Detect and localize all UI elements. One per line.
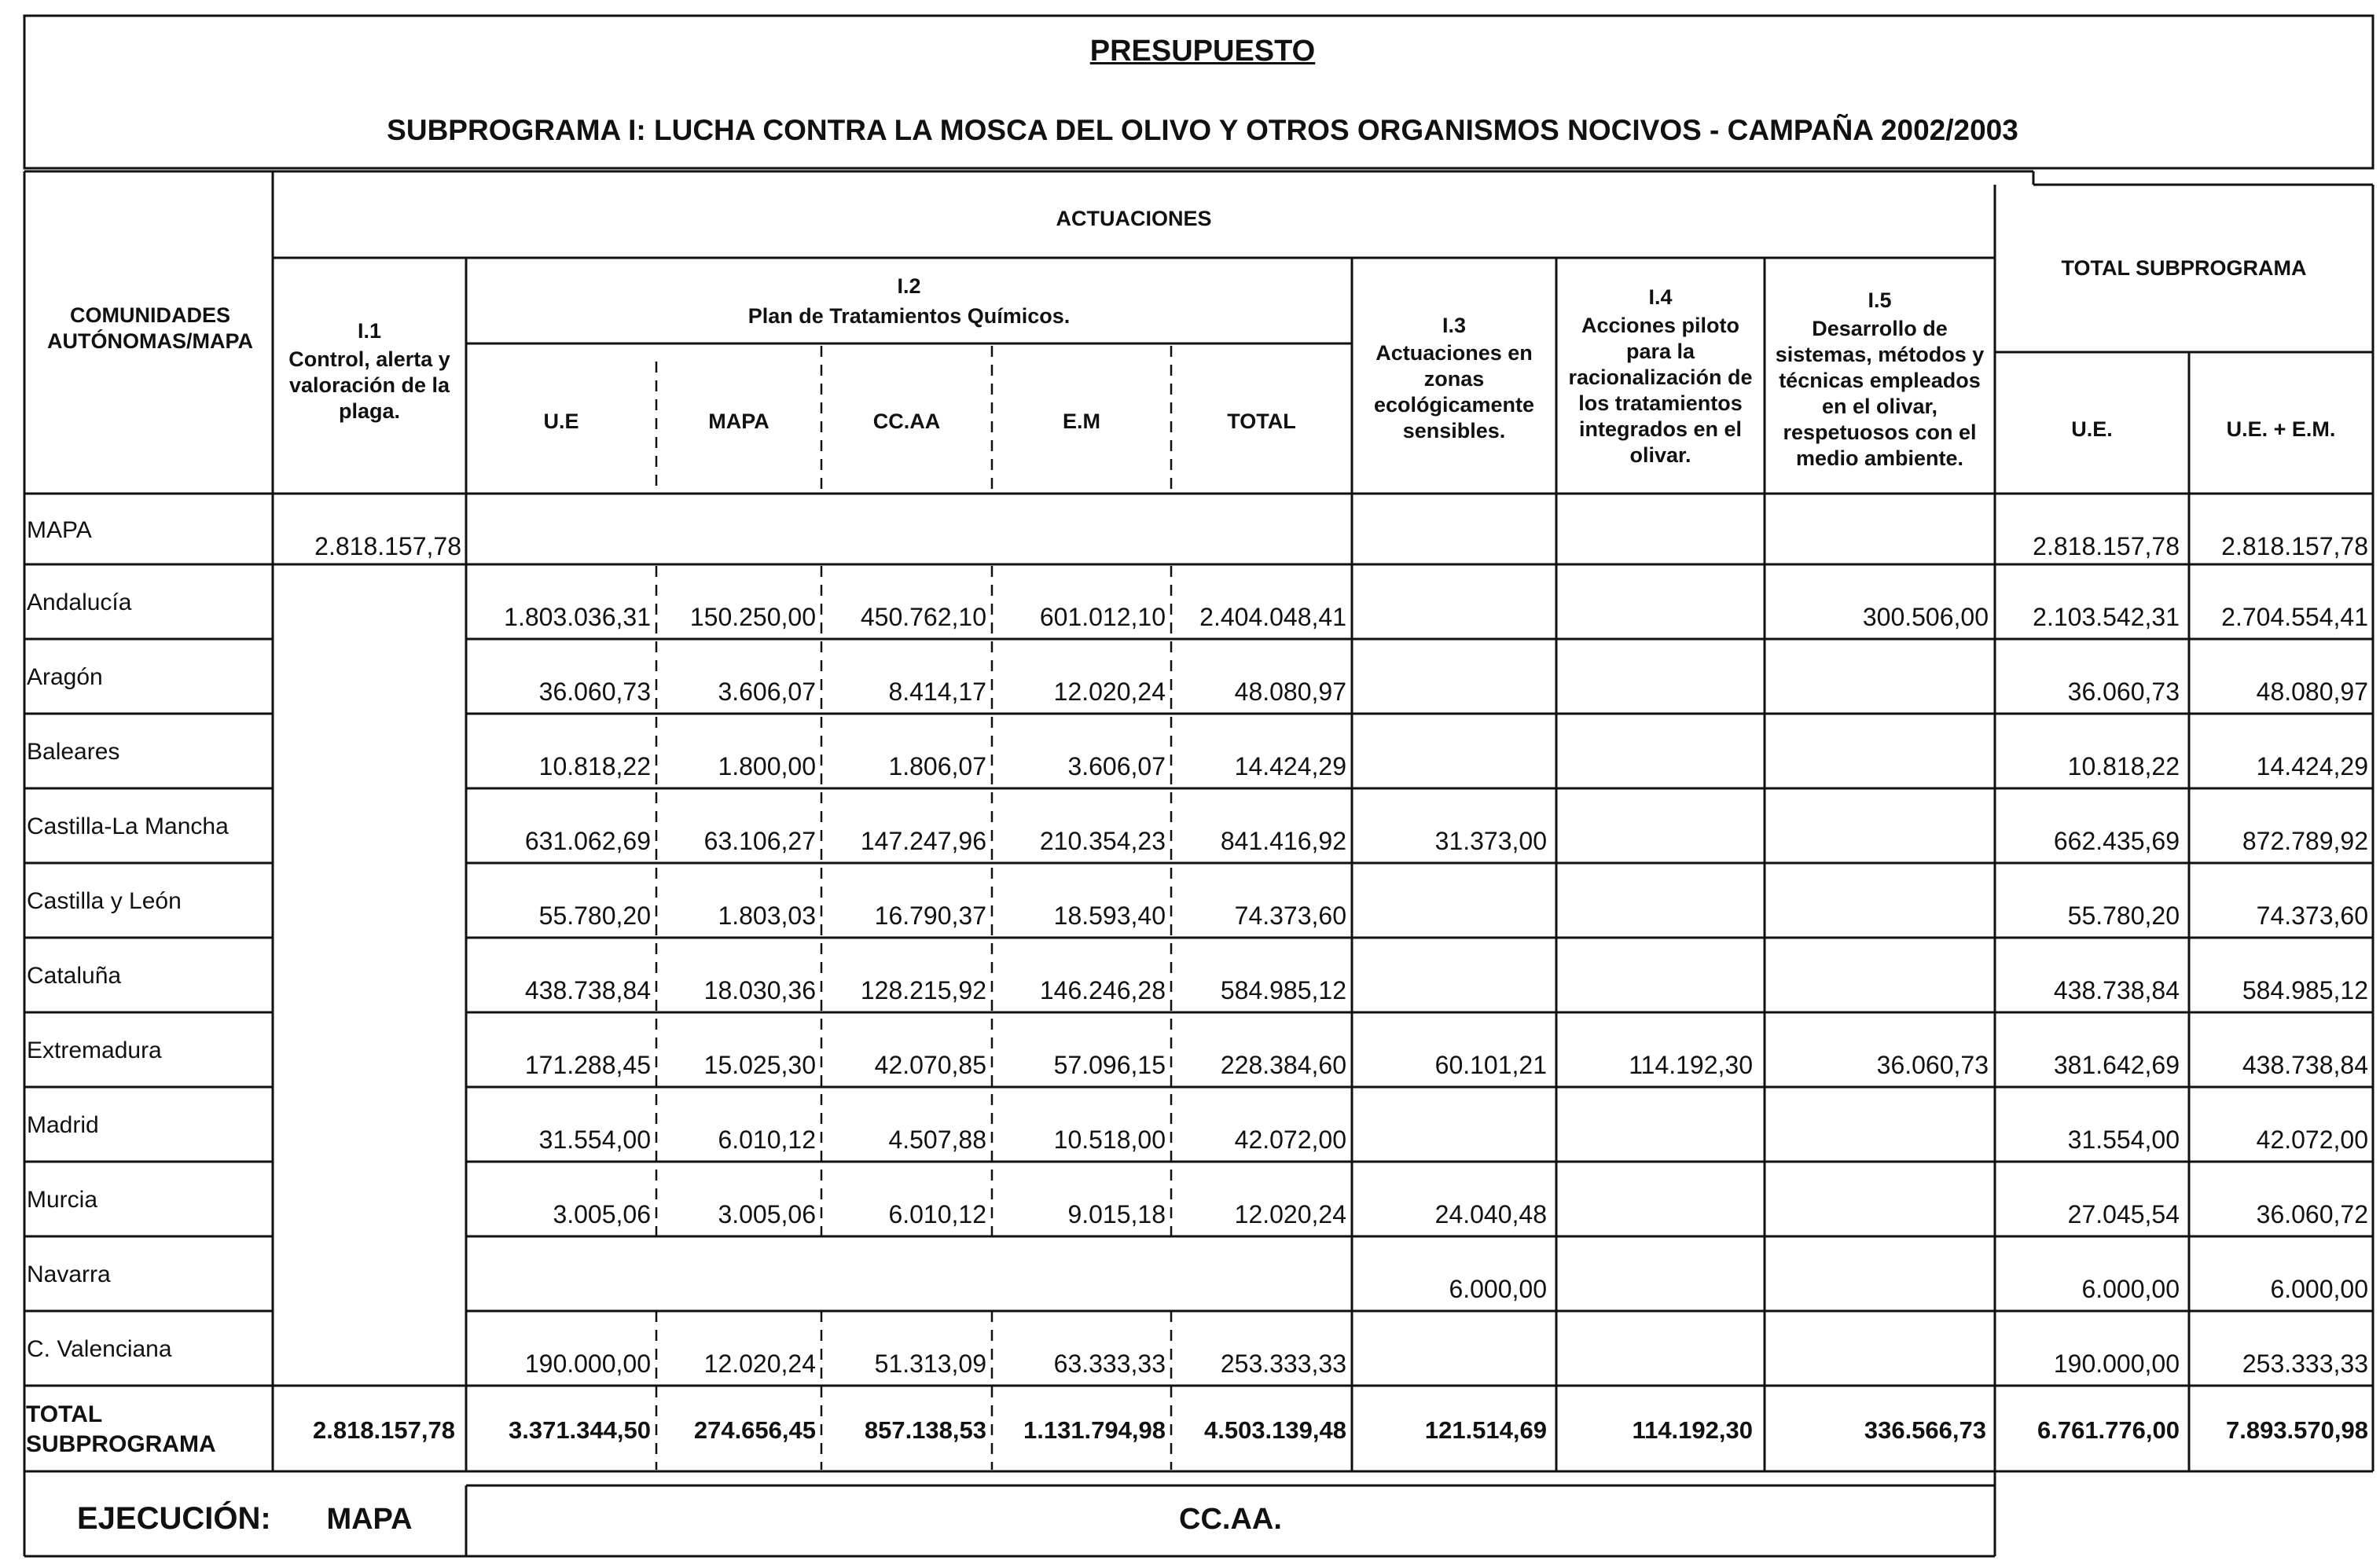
row-cell-mapa: 150.250,00 xyxy=(689,603,816,631)
row-cell-tueem: 2.818.157,78 xyxy=(2221,532,2368,560)
row-cell-ccaa: 51.313,09 xyxy=(874,1350,986,1378)
row-cell-total: 2.404.048,41 xyxy=(1199,603,1346,631)
row-region-name: Baleares xyxy=(27,739,120,765)
row-cell-ue: 36.060,73 xyxy=(538,678,651,706)
row-cell-em: 9.015,18 xyxy=(1067,1200,1166,1228)
row-cell-ccaa: 42.070,85 xyxy=(874,1051,986,1079)
row-region-name: Castilla-La Mancha xyxy=(27,813,229,839)
header-i2-total: TOTAL xyxy=(1227,409,1296,433)
row-cell-em: 146.246,28 xyxy=(1039,976,1166,1004)
row-cell-mapa: 18.030,36 xyxy=(703,976,816,1004)
header-i4-text: Acciones piloto para la racionalización de los tratamientos integrados en el olivar. xyxy=(1568,314,1753,467)
row-cell-ccaa: 1.806,07 xyxy=(888,752,986,780)
row-cell-total: 12.020,24 xyxy=(1234,1200,1346,1228)
header-i2-ccaa: CC.AA xyxy=(872,409,941,433)
row-cell-i3: 31.373,00 xyxy=(1434,827,1547,855)
header-i3-text: Actuaciones en zonas ecológicamente sensibles. xyxy=(1373,341,1535,442)
row-cell-ue: 631.062,69 xyxy=(524,827,651,855)
row-cell-mapa: 6.010,12 xyxy=(718,1126,816,1154)
row-cell-i5: 36.060,73 xyxy=(1876,1051,1989,1079)
row-cell-ue: 171.288,45 xyxy=(524,1051,651,1079)
row-cell-em: 601.012,10 xyxy=(1039,603,1166,631)
row-cell-tue: 2.103.542,31 xyxy=(2033,603,2180,631)
row-cell-em: 12.020,24 xyxy=(1053,678,1166,706)
row-cell-em: 18.593,40 xyxy=(1053,902,1166,930)
row-cell-tue: 438.738,84 xyxy=(2053,976,2180,1004)
row-region-name: Cataluña xyxy=(27,963,122,989)
row-cell-em: 10.518,00 xyxy=(1053,1126,1166,1154)
row-cell-em: 210.354,23 xyxy=(1039,827,1166,855)
row-cell-mapa: 63.106,27 xyxy=(703,827,816,855)
header-i2-mapa: MAPA xyxy=(708,409,769,433)
row-cell-i3: 60.101,21 xyxy=(1434,1051,1547,1079)
totals-ccaa: 857.138,53 xyxy=(864,1416,986,1444)
totals-total-ue: 6.761.776,00 xyxy=(2037,1416,2180,1444)
ejecucion-ccaa: CC.AA. xyxy=(1179,1503,1282,1536)
row-cell-ue: 3.005,06 xyxy=(553,1200,651,1228)
totals-total-ue-em: 7.893.570,98 xyxy=(2225,1416,2368,1444)
row-cell-tue: 36.060,73 xyxy=(2067,678,2180,706)
row-cell-i4: 114.192,30 xyxy=(1629,1051,1753,1079)
row-cell-tue: 55.780,20 xyxy=(2067,902,2180,930)
page-title: PRESUPUESTO xyxy=(1089,35,1316,68)
header-i2-text: Plan de Tratamientos Químicos. xyxy=(747,304,1071,328)
row-cell-i3: 24.040,48 xyxy=(1434,1200,1547,1228)
row-cell-ccaa: 6.010,12 xyxy=(888,1200,986,1228)
totals-i5: 336.566,73 xyxy=(1864,1416,1986,1444)
row-region-name: MAPA xyxy=(27,517,92,543)
header-i2-code: I.2 xyxy=(897,274,921,298)
row-cell-tueem: 2.704.554,41 xyxy=(2221,603,2368,631)
header-i4-code: I.4 xyxy=(1648,285,1673,309)
totals-i4: 114.192,30 xyxy=(1632,1416,1753,1444)
row-cell-tue: 2.818.157,78 xyxy=(2033,532,2180,560)
ejecucion-mapa: MAPA xyxy=(326,1503,413,1536)
header-i5-text: Desarrollo de sistemas, métodos y técnicas empleados en el olivar, respetuosos con el medio ambiente. xyxy=(1775,317,1985,470)
row-cell-i3: 6.000,00 xyxy=(1449,1275,1547,1303)
row-cell-tue: 190.000,00 xyxy=(2053,1350,2180,1378)
row-cell-total: 42.072,00 xyxy=(1234,1126,1346,1154)
row-region-name: Murcia xyxy=(27,1187,98,1213)
header-i3-code: I.3 xyxy=(1442,314,1467,337)
row-cell-em: 63.333,33 xyxy=(1053,1350,1166,1378)
row-region-name: Andalucía xyxy=(27,589,132,615)
totals-label-line1: TOTAL xyxy=(26,1401,103,1427)
row-cell-ue: 1.803.036,31 xyxy=(504,603,651,631)
row-cell-tue: 6.000,00 xyxy=(2081,1275,2180,1303)
row-cell-mapa: 1.803,03 xyxy=(718,902,816,930)
row-cell-ccaa: 128.215,92 xyxy=(860,976,986,1004)
row-cell-tue: 381.642,69 xyxy=(2053,1051,2180,1079)
row-cell-ccaa: 16.790,37 xyxy=(874,902,986,930)
row-cell-ccaa: 4.507,88 xyxy=(888,1126,986,1154)
row-cell-tueem: 6.000,00 xyxy=(2270,1275,2368,1303)
row-cell-ue: 55.780,20 xyxy=(538,902,651,930)
header-region: COMUNIDADES AUTÓNOMAS/MAPA xyxy=(47,303,253,353)
row-cell-ue: 31.554,00 xyxy=(538,1126,651,1154)
row-cell-tueem: 253.333,33 xyxy=(2242,1350,2368,1378)
header-i2-ue: U.E xyxy=(543,409,579,433)
header-actuaciones: ACTUACIONES xyxy=(1056,207,1212,230)
header-i1-text: Control, alerta y valoración de la plaga. xyxy=(288,347,450,423)
row-cell-tueem: 584.985,12 xyxy=(2242,976,2368,1004)
header-i5-code: I.5 xyxy=(1868,288,1892,312)
row-region-name: C. Valenciana xyxy=(27,1336,172,1362)
totals-i3: 121.514,69 xyxy=(1424,1416,1547,1444)
row-cell-ue: 190.000,00 xyxy=(524,1350,651,1378)
row-cell-mapa: 3.606,07 xyxy=(718,678,816,706)
header-total-ue-em: U.E. + E.M. xyxy=(2226,417,2336,441)
row-cell-tue: 31.554,00 xyxy=(2067,1126,2180,1154)
row-cell-ccaa: 450.762,10 xyxy=(860,603,986,631)
row-cell-mapa: 15.025,30 xyxy=(703,1051,816,1079)
header-total-ue: U.E. xyxy=(2071,417,2113,441)
totals-i1: 2.818.157,78 xyxy=(312,1416,455,1444)
row-cell-tueem: 14.424,29 xyxy=(2256,752,2368,780)
row-cell-total: 48.080,97 xyxy=(1234,678,1346,706)
row-cell-tueem: 42.072,00 xyxy=(2256,1126,2368,1154)
row-cell-total: 228.384,60 xyxy=(1220,1051,1346,1079)
row-cell-total: 253.333,33 xyxy=(1220,1350,1346,1378)
row-cell-ue: 10.818,22 xyxy=(538,752,651,780)
row-cell-tueem: 48.080,97 xyxy=(2256,678,2368,706)
row-cell-tueem: 872.789,92 xyxy=(2242,827,2368,855)
totals-em: 1.131.794,98 xyxy=(1023,1416,1166,1444)
row-cell-total: 74.373,60 xyxy=(1234,902,1346,930)
row-cell-ccaa: 8.414,17 xyxy=(888,678,986,706)
page-subtitle: SUBPROGRAMA I: LUCHA CONTRA LA MOSCA DEL OLIVO Y OTROS ORGANISMOS NOCIVOS - CAMPAÑA 2002/2003 xyxy=(387,114,2018,146)
row-cell-total: 841.416,92 xyxy=(1220,827,1346,855)
row-cell-em: 57.096,15 xyxy=(1053,1051,1166,1079)
totals-ue: 3.371.344,50 xyxy=(508,1416,651,1444)
row-cell-tueem: 36.060,72 xyxy=(2256,1200,2368,1228)
totals-total: 4.503.139,48 xyxy=(1203,1416,1346,1444)
row-region-name: Madrid xyxy=(27,1112,99,1138)
totals-label-line2: SUBPROGRAMA xyxy=(26,1431,216,1457)
row-region-name: Aragón xyxy=(27,664,103,690)
row-cell-mapa: 3.005,06 xyxy=(718,1200,816,1228)
row-cell-tue: 27.045,54 xyxy=(2067,1200,2180,1228)
row-region-name: Navarra xyxy=(27,1261,111,1287)
row-region-name: Extremadura xyxy=(27,1037,162,1063)
row-cell-tue: 10.818,22 xyxy=(2067,752,2180,780)
row-cell-em: 3.606,07 xyxy=(1067,752,1166,780)
row-region-name: Castilla y León xyxy=(27,888,182,914)
header-total-subprograma: TOTAL SUBPROGRAMA xyxy=(2061,256,2307,280)
row-cell-ccaa: 147.247,96 xyxy=(860,827,986,855)
row-cell-tue: 662.435,69 xyxy=(2053,827,2180,855)
row-cell-tueem: 438.738,84 xyxy=(2242,1051,2368,1079)
row-cell-tueem: 74.373,60 xyxy=(2256,902,2368,930)
row-cell-mapa: 1.800,00 xyxy=(718,752,816,780)
row-cell-ue: 438.738,84 xyxy=(524,976,651,1004)
row-cell-total: 14.424,29 xyxy=(1234,752,1346,780)
ejecucion-label: EJECUCIÓN: xyxy=(77,1501,271,1536)
totals-mapa: 274.656,45 xyxy=(693,1416,816,1444)
row-cell-i5: 300.506,00 xyxy=(1862,603,1989,631)
header-i1-code: I.1 xyxy=(357,319,382,343)
header-i2-em: E.M xyxy=(1062,409,1100,433)
row-cell-mapa: 12.020,24 xyxy=(703,1350,816,1378)
row-cell-total: 584.985,12 xyxy=(1220,976,1346,1004)
row-cell-i1: 2.818.157,78 xyxy=(314,532,461,560)
